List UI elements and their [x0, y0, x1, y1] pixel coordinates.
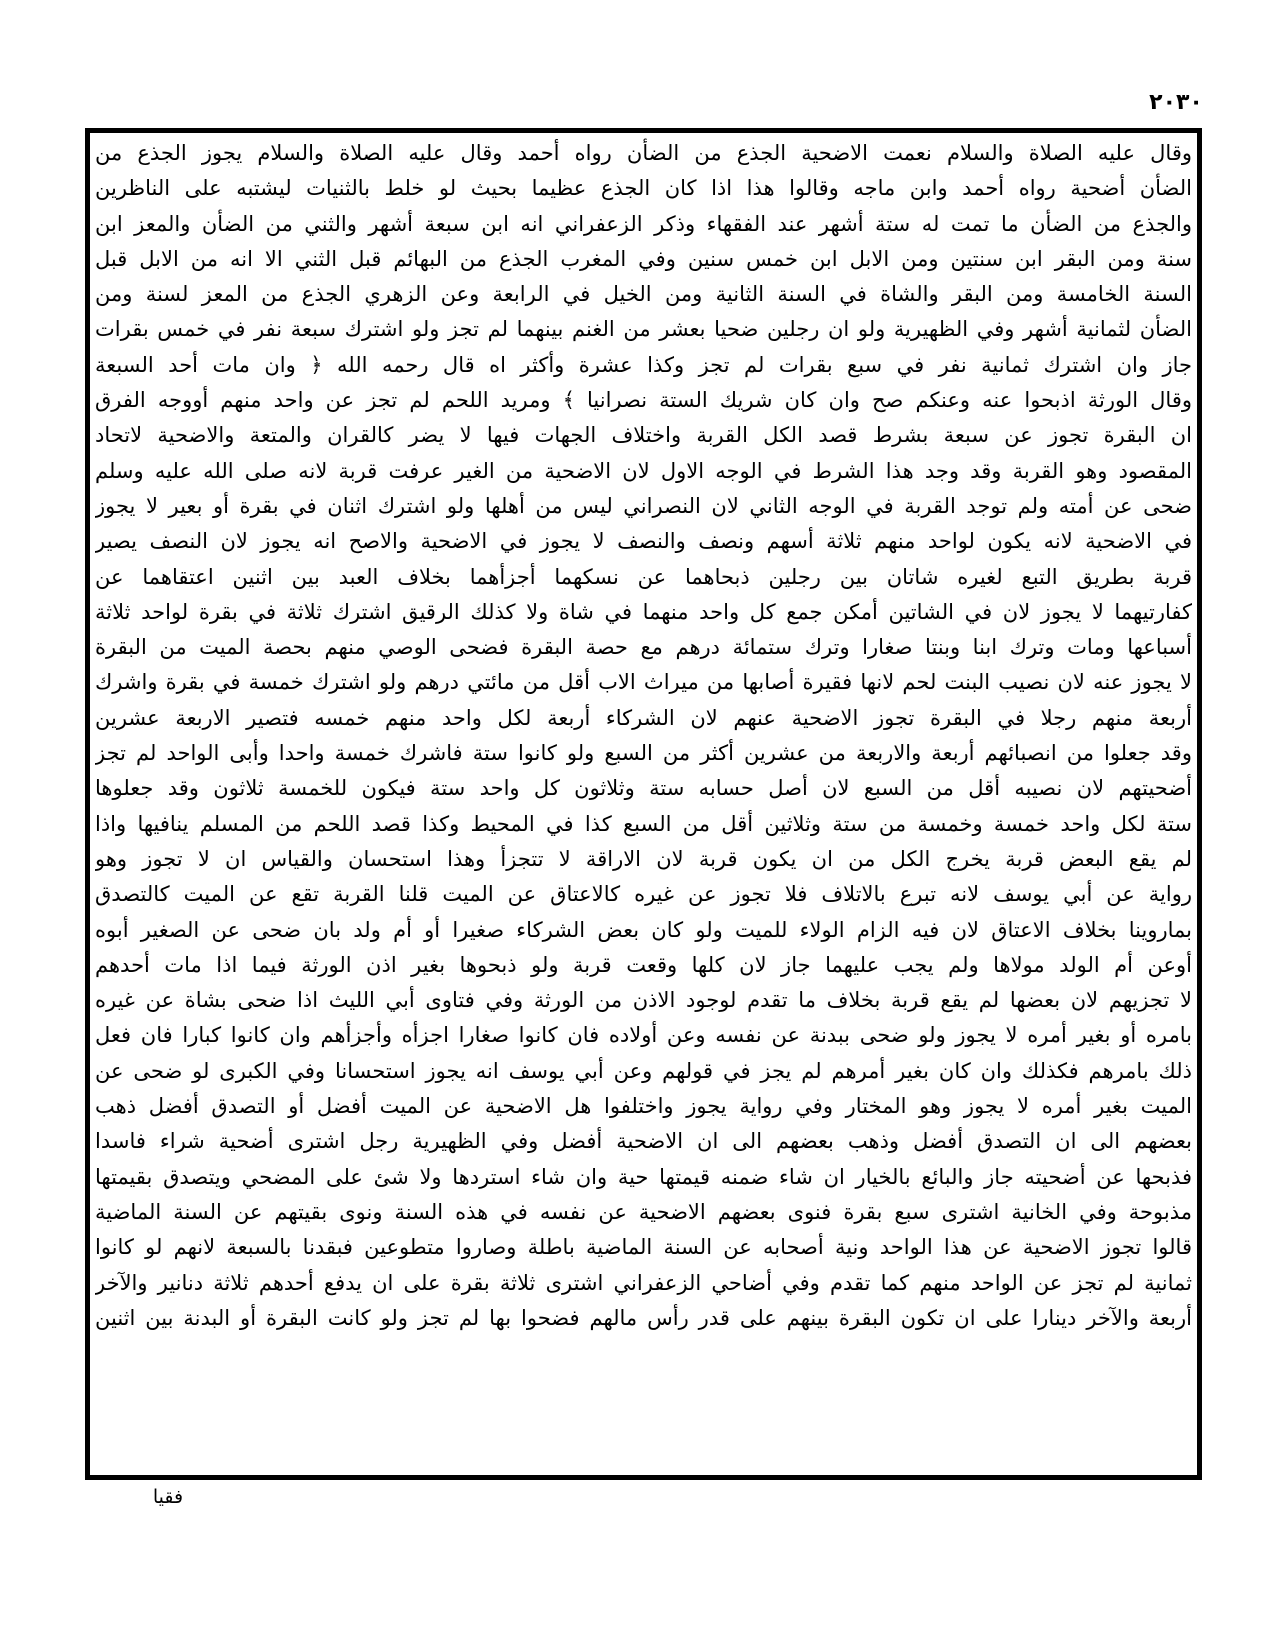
- text-line: أربعة والآخر دينارا على ان تكون البقرة بينهم على قدر رأس مالهم فضحوا بها لم تجز ولو كانت البقرة أو البدنة بين اثنين: [95, 1305, 1192, 1330]
- text-line: لم يقع البعض قربة يخرج الكل من ان يكون قربة لان الاراقة لا تتجزأ وهذا استحسان والقياس ان لا تجوز وهو: [95, 846, 1192, 871]
- text-line: ثمانية لم تجز عن الواحد منهم كما تقدم وفي أضاحي الزعفراني اشترى ثلاثة بقرة على ان يدفع أحدهم ثلاثة دنانير والآخر: [95, 1270, 1192, 1295]
- text-line: لا تجزيهم لان بعضها لم يقع قربة بخلاف ما تقدم لوجود الاذن من الورثة وفي فتاوى أبي الليث اذا ضحى بشاة عن غيره: [95, 988, 1192, 1013]
- text-line: سنة ومن البقر ابن سنتين ومن الابل ابن خمس سنين وفي المغرب الجذع من البهائم قبل الثني الا انه من الابل قبل: [95, 246, 1192, 271]
- text-line: لا يجوز عنه لان نصيب البنت لحم لانها فقيرة أصابها من ميراث الاب أقل من مائتي درهم ولو اشترك خمسة في بقرة واشرك: [95, 670, 1192, 695]
- text-line: جاز وان اشترك ثمانية نفر في سبع بقرات لم تجز وكذا عشرة وأكثر اه قال رحمه الله ﴿ وان مات أحد السبعة: [95, 352, 1192, 377]
- text-line: في الاضحية لانه يكون لواحد منهم ثلاثة أسهم ونصف والنصف لا يجوز في الاضحية والاصح انه يجوز لان النصف يصير: [95, 529, 1192, 554]
- text-line: الضأن لثمانية أشهر وفي الظهيرية ولو ان رجلين ضحيا بعشر من الغنم بينهما لم تجز ولو اشترك سبعة نفر في خمس بقرات: [95, 317, 1192, 342]
- text-frame: [85, 128, 1202, 1480]
- text-line: بامره أو بغير أمره لا يجوز ولو ضحى ببدنة عن نفسه وعن أولاده فان كانوا صغارا اجزأه وأجزأهم وان كانوا كبارا فان فعل: [95, 1023, 1192, 1048]
- text-line: ستة لكل واحد خمسة وخمسة من ستة وثلاثين أقل من السبع كذا في المحيط وكذا قصد اللحم من المسلم ينافيها واذا: [95, 811, 1192, 836]
- catchword: فقيا: [152, 1486, 184, 1508]
- text-line: والجذع من الضأن ما تمت له ستة أشهر عند الفقهاء وذكر الزعفراني انه ابن سبعة أشهر والثني من الضأن والمعز ابن: [95, 211, 1192, 236]
- text-line: المقصود وهو القربة وقد وجد هذا الشرط في الوجه الاول لان الاضحية من الغير عرفت قربة لانه صلى الله عليه وسلم: [95, 458, 1192, 483]
- text-line: وقال عليه الصلاة والسلام نعمت الاضحية الجذع من الضأن رواه أحمد وقال عليه الصلاة والسلام يجوز الجذع من: [95, 141, 1192, 165]
- text-line: بماروينا بخلاف الاعتاق لان فيه الزام الولاء للميت ولو كان بعض الشركاء صغيرا أو أم ولد بان ضحى عن الصغير أبوه: [95, 917, 1192, 942]
- text-line: أضحيتهم لان نصيبه أقل من السبع لان أصل حسابه ستة وثلاثون كل واحد ستة فيكون للخمسة ثلاثون وقد جعلوها: [95, 776, 1192, 801]
- text-line: أوعن أم الولد مولاها ولم يجب عليهما جاز لان كلها وقعت قربة ولو ذبحوها بغير اذن الورثة فيما اذا مات أحدهم: [95, 952, 1192, 977]
- text-line: ضحى عن أمته ولم توجد القربة في الوجه الثاني لان النصراني ليس من أهلها ولو اشترك اثنان في بقرة أو بعير لا يجوز: [95, 493, 1192, 518]
- text-line: فذبحها عن أضحيته جاز والبائع بالخيار ان شاء ضمنه قيمتها حية وان شاء استردها ولا شئ على المضحي ويتصدق بقيمتها: [95, 1164, 1192, 1189]
- text-line: رواية عن أبي يوسف لانه تبرع بالاتلاف فلا تجوز عن غيره كالاعتاق عن الميت قلنا القربة تقع عن الميت كالتصدق: [95, 882, 1192, 907]
- text-line: السنة الخامسة ومن البقر والشاة في السنة الثانية ومن الخيل في الرابعة وعن الزهري الجذع من المعز لسنة ومن: [95, 282, 1192, 307]
- text-line: أسباعها ومات وترك ابنا وبنتا صغارا وترك ستمائة درهم مع حصة البقرة فضحى الوصي منهم بحصة الميت من البقرة: [95, 635, 1192, 660]
- text-line: قالوا تجوز الاضحية عن هذا الواحد ونية أصحابه عن السنة الماضية باطلة وصاروا متطوعين فبقدنا بالسبعة لانهم لو كانوا: [95, 1235, 1192, 1260]
- text-line: الضأن أضحية رواه أحمد وابن ماجه وقالوا هذا اذا كان الجذع عظيما بحيث لو خلط بالثنيات ليشتبه على الناظرين: [95, 176, 1192, 201]
- text-line: ان البقرة تجوز عن سبعة بشرط قصد الكل القربة واختلاف الجهات فيها لا يضر كالقران والمتعة والاضحية لاتحاد: [95, 423, 1192, 448]
- text-line: ذلك بامرهم فكذلك وان كان بغير أمرهم لم يجز في قولهم وعن أبي يوسف انه يجوز استحسانا وفي الكبرى لو ضحى عن: [95, 1058, 1192, 1083]
- text-line: أربعة منهم رجلا في البقرة تجوز الاضحية عنهم لان الشركاء أربعة لكل واحد منهم خمسه فتصير الاربعة عشرين: [95, 705, 1192, 730]
- text-line: وقد جعلوا من انصبائهم أربعة والاربعة من عشرين أكثر من السبع ولو كانوا ستة فاشرك خمسة واحدا وأبى الواحد لم تجز: [95, 741, 1192, 766]
- text-line: كفارتيهما لا يجوز لان في الشاتين أمكن جمع كل واحد منهما في شاة ولا كذلك الرقيق اشترك ثلاثة في بقرة لواحد ثلاثة: [95, 599, 1192, 624]
- page-number: ٢٠٣٠: [1149, 90, 1203, 115]
- text-line: الميت بغير أمره لا يجوز وهو المختار وفي رواية يجوز واختلفوا هل الاضحية عن الميت أفضل أو التصدق أفضل ذهب: [95, 1094, 1192, 1119]
- text-line: مذبوحة وفي الخانية اشترى سبع بقرة فنوى بعضهم الاضحية عن نفسه في هذه السنة ونوى بقيتهم عن السنة الماضية: [95, 1199, 1192, 1224]
- text-line: وقال الورثة اذبحوا عنه وعنكم صح وان كان شريك الستة نصرانيا ﴾ ومريد اللحم لم تجز عن واحد منهم أووجه الفرق: [95, 388, 1192, 413]
- text-line: بعضهم الى ان التصدق أفضل وذهب بعضهم الى ان الاضحية أفضل وفي الظهيرية رجل اشترى أضحية شراء فاسدا: [95, 1129, 1192, 1154]
- body-text: [95, 136, 1192, 1472]
- text-line: قربة بطريق التبع لغيره شاتان بين رجلين ذبحاهما عن نسكهما أجزأهما بخلاف العبد بين اثنين اعتقاهما عن: [95, 564, 1192, 589]
